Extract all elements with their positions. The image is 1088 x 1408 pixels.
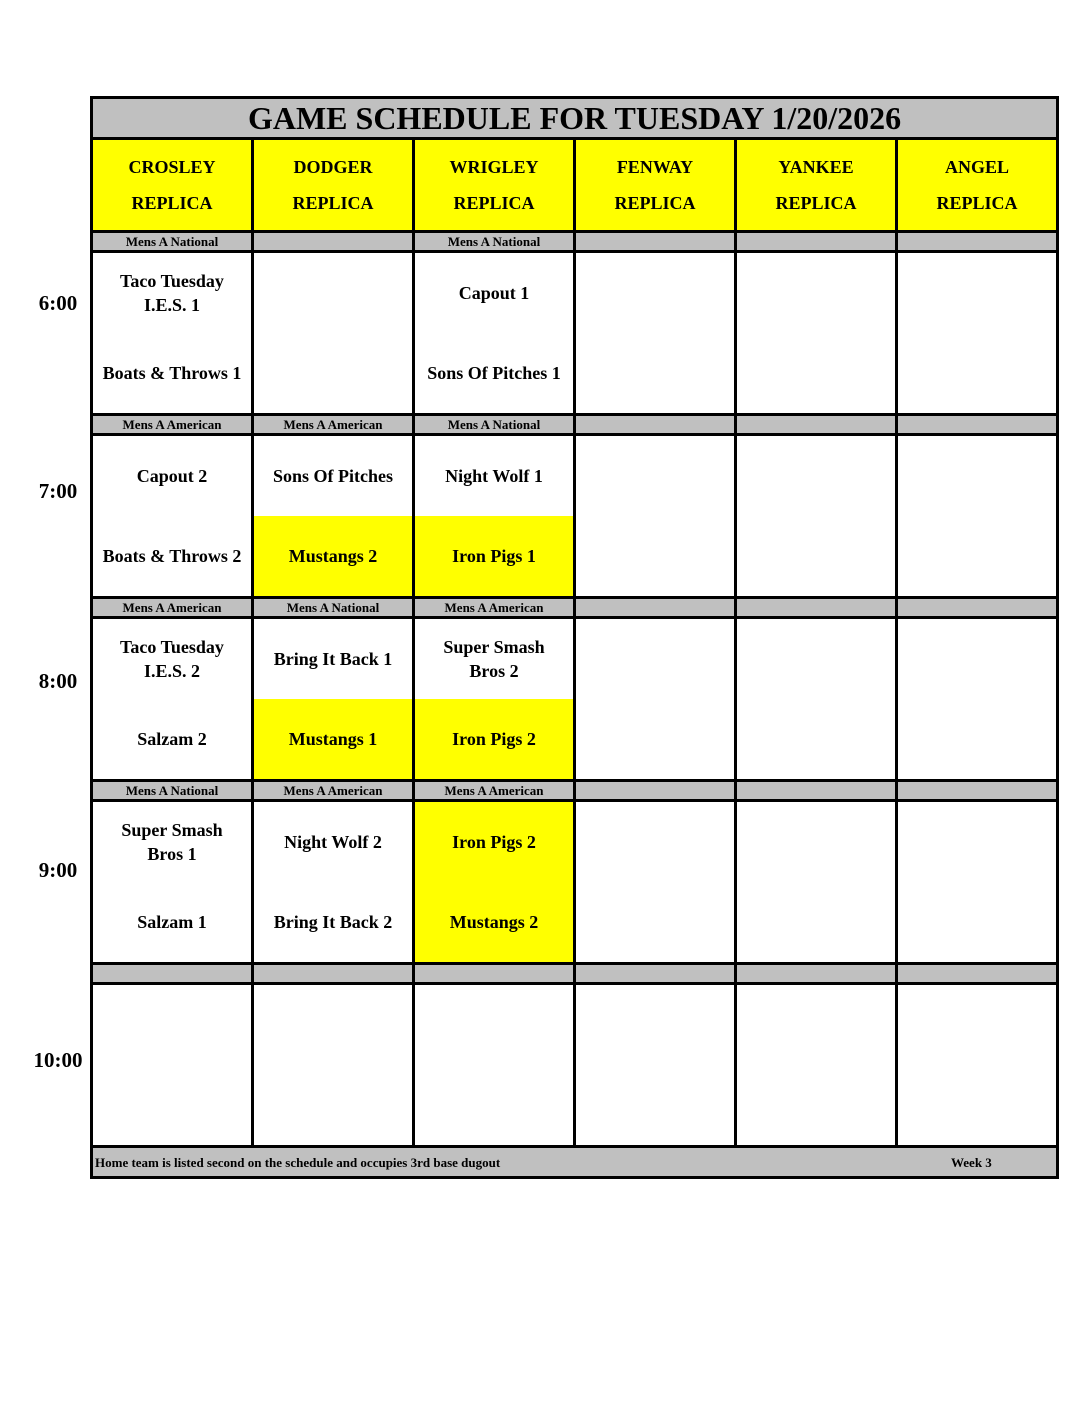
game-cell xyxy=(897,618,1058,700)
time-label: 8:00 xyxy=(38,669,78,693)
division-label xyxy=(736,964,897,984)
division-label xyxy=(736,598,897,618)
field-name: ANGEL xyxy=(945,157,1010,177)
game-cell xyxy=(897,333,1058,415)
game-cell xyxy=(736,1065,897,1147)
division-label xyxy=(575,964,736,984)
team-name: Capout 2 xyxy=(136,466,208,486)
team-name: Boats & Throws 2 xyxy=(102,546,242,566)
team-name: Salzam 1 xyxy=(137,912,207,932)
game-cell xyxy=(414,984,575,1066)
game-row xyxy=(92,516,1058,598)
game-cell xyxy=(92,618,253,700)
game-cell xyxy=(92,984,253,1066)
game-cell xyxy=(253,252,414,334)
field-name: WRIGLEY xyxy=(449,157,539,177)
schedule-body xyxy=(92,232,1058,1147)
field-sub: REPLICA xyxy=(453,193,535,213)
division-label xyxy=(736,781,897,801)
game-cell xyxy=(736,516,897,598)
team-name: Mustangs 1 xyxy=(288,729,378,749)
team-name: Super Smash xyxy=(121,820,223,840)
game-cell xyxy=(414,618,575,700)
division-row xyxy=(92,964,1058,984)
team-name: Iron Pigs 2 xyxy=(452,832,536,852)
game-row xyxy=(92,801,1058,883)
game-cell xyxy=(736,618,897,700)
team-name: Mustangs 2 xyxy=(449,912,539,932)
game-cell xyxy=(897,1065,1058,1147)
division-label: Mens A National xyxy=(92,232,253,252)
field-header-row xyxy=(92,139,1058,232)
division-label: Mens A National xyxy=(92,781,253,801)
game-cell xyxy=(736,435,897,517)
division-label: Mens A American xyxy=(414,781,575,801)
time-label: 7:00 xyxy=(38,479,78,503)
field-header xyxy=(253,139,414,232)
game-cell xyxy=(575,333,736,415)
game-row xyxy=(92,618,1058,700)
game-cell xyxy=(897,801,1058,883)
time-label: 10:00 xyxy=(33,1048,83,1072)
time-label: 6:00 xyxy=(38,291,78,315)
division-label xyxy=(575,598,736,618)
game-cell xyxy=(736,801,897,883)
division-label: Mens A National xyxy=(253,598,414,618)
field-sub: REPLICA xyxy=(614,193,696,213)
division-label xyxy=(253,232,414,252)
game-cell xyxy=(253,1065,414,1147)
field-sub: REPLICA xyxy=(131,193,213,213)
game-cell xyxy=(92,882,253,964)
field-name: FENWAY xyxy=(616,157,694,177)
team-name: Bring It Back 1 xyxy=(273,649,393,669)
team-name: Night Wolf 1 xyxy=(445,466,543,486)
game-row xyxy=(92,252,1058,334)
game-cell xyxy=(414,882,575,964)
division-label xyxy=(575,415,736,435)
game-cell xyxy=(253,699,414,781)
footer xyxy=(92,1147,1058,1178)
game-row xyxy=(92,333,1058,415)
game-cell xyxy=(92,1065,253,1147)
field-header xyxy=(897,139,1058,232)
game-row xyxy=(92,699,1058,781)
team-name: Taco Tuesday xyxy=(120,637,224,657)
division-label xyxy=(897,415,1058,435)
team-name: Capout 1 xyxy=(458,283,530,303)
field-name: YANKEE xyxy=(778,157,854,177)
game-cell xyxy=(414,435,575,517)
team-name: Bros 2 xyxy=(469,661,519,681)
game-row xyxy=(92,435,1058,517)
field-sub: REPLICA xyxy=(292,193,374,213)
title-row xyxy=(92,98,1058,139)
team-name: Salzam 2 xyxy=(137,729,207,749)
division-label xyxy=(897,781,1058,801)
division-label xyxy=(897,598,1058,618)
schedule-table xyxy=(90,96,1059,1179)
game-cell xyxy=(897,252,1058,334)
division-label xyxy=(575,781,736,801)
team-name: Mustangs 2 xyxy=(288,546,378,566)
game-cell xyxy=(575,516,736,598)
field-header xyxy=(414,139,575,232)
time-label: 9:00 xyxy=(38,858,78,882)
game-cell xyxy=(736,333,897,415)
game-cell xyxy=(414,801,575,883)
game-cell xyxy=(897,984,1058,1066)
division-label: Mens A American xyxy=(253,781,414,801)
division-row xyxy=(92,781,1058,801)
game-cell xyxy=(253,435,414,517)
division-label: Mens A American xyxy=(414,598,575,618)
division-label xyxy=(414,964,575,984)
game-cell xyxy=(92,333,253,415)
field-name: CROSLEY xyxy=(128,157,216,177)
game-cell xyxy=(575,882,736,964)
game-cell xyxy=(253,333,414,415)
game-cell xyxy=(414,699,575,781)
game-cell xyxy=(736,252,897,334)
division-label xyxy=(897,232,1058,252)
game-cell xyxy=(897,882,1058,964)
game-cell xyxy=(92,435,253,517)
division-label xyxy=(575,232,736,252)
division-label: Mens A American xyxy=(92,598,253,618)
team-name: Iron Pigs 1 xyxy=(452,546,536,566)
page-title: GAME SCHEDULE FOR TUESDAY 1/20/2026 xyxy=(92,98,1058,139)
team-name: I.E.S. 1 xyxy=(143,295,201,315)
game-cell xyxy=(92,699,253,781)
game-cell xyxy=(92,252,253,334)
game-cell xyxy=(253,984,414,1066)
field-sub: REPLICA xyxy=(936,193,1018,213)
team-name: I.E.S. 2 xyxy=(143,661,201,681)
game-cell xyxy=(414,1065,575,1147)
game-cell xyxy=(253,618,414,700)
division-label: Mens A American xyxy=(92,415,253,435)
game-cell xyxy=(92,516,253,598)
game-cell xyxy=(736,699,897,781)
footer-row xyxy=(92,1147,1058,1178)
division-label: Mens A American xyxy=(253,415,414,435)
week-label: Week 3 xyxy=(951,1155,992,1170)
field-sub: REPLICA xyxy=(775,193,857,213)
team-name: Bring It Back 2 xyxy=(273,912,393,932)
game-cell xyxy=(575,984,736,1066)
division-label xyxy=(736,232,897,252)
team-name: Iron Pigs 2 xyxy=(452,729,536,749)
game-cell xyxy=(92,801,253,883)
division-row xyxy=(92,598,1058,618)
game-cell xyxy=(575,618,736,700)
division-label: Mens A National xyxy=(414,232,575,252)
game-cell xyxy=(897,435,1058,517)
game-cell xyxy=(575,252,736,334)
field-header xyxy=(92,139,253,232)
division-label xyxy=(736,415,897,435)
footer-note: Home team is listed second on the schedule and occupies 3rd base dugout xyxy=(95,1155,501,1170)
game-cell xyxy=(575,1065,736,1147)
division-label xyxy=(92,964,253,984)
division-label xyxy=(897,964,1058,984)
division-label xyxy=(253,964,414,984)
game-cell xyxy=(736,984,897,1066)
game-cell xyxy=(736,882,897,964)
game-cell xyxy=(253,516,414,598)
team-name: Boats & Throws 1 xyxy=(102,363,242,383)
game-row xyxy=(92,984,1058,1066)
game-row xyxy=(92,882,1058,964)
game-cell xyxy=(253,882,414,964)
division-row xyxy=(92,232,1058,252)
game-cell xyxy=(575,801,736,883)
division-label: Mens A National xyxy=(414,415,575,435)
team-name: Taco Tuesday xyxy=(120,271,224,291)
game-cell xyxy=(897,516,1058,598)
team-name: Sons Of Pitches xyxy=(272,466,393,486)
game-cell xyxy=(575,699,736,781)
division-row xyxy=(92,415,1058,435)
team-name: Sons Of Pitches 1 xyxy=(427,363,561,383)
game-cell xyxy=(414,252,575,334)
game-cell xyxy=(897,699,1058,781)
game-cell xyxy=(575,435,736,517)
team-name: Bros 1 xyxy=(147,844,197,864)
field-header xyxy=(736,139,897,232)
game-cell xyxy=(414,333,575,415)
game-row xyxy=(92,1065,1058,1147)
field-name: DODGER xyxy=(293,157,373,177)
game-cell xyxy=(414,516,575,598)
team-name: Night Wolf 2 xyxy=(284,832,382,852)
field-header xyxy=(575,139,736,232)
team-name: Super Smash xyxy=(443,637,545,657)
game-cell xyxy=(253,801,414,883)
